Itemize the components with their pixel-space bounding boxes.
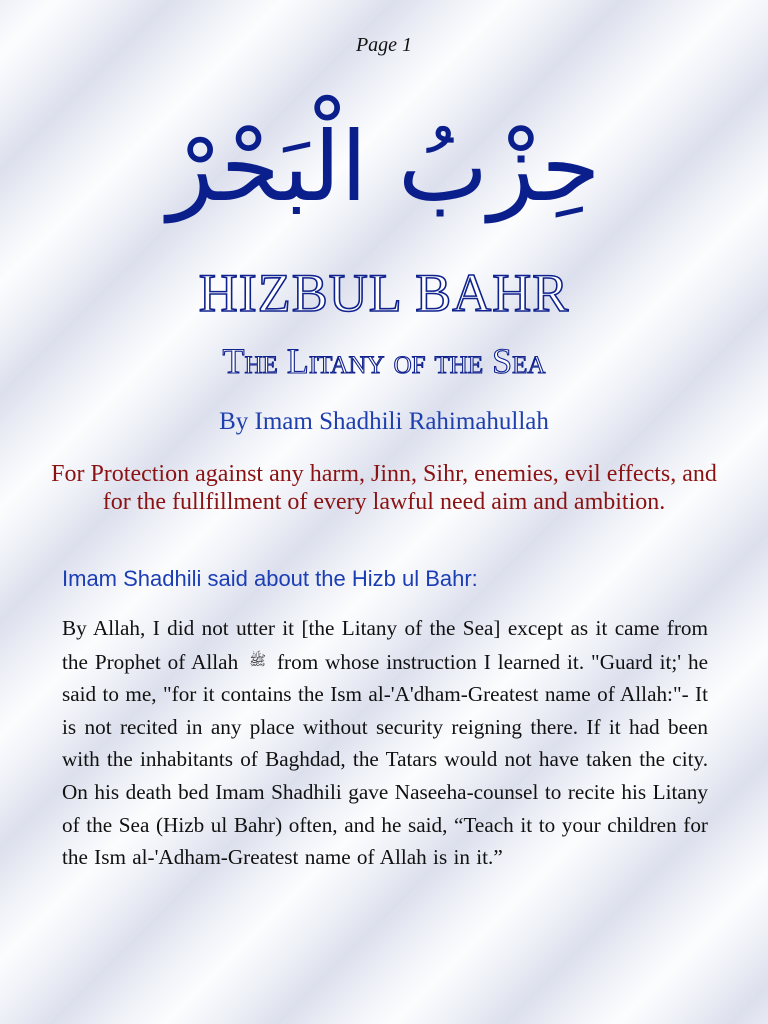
quote-text-part-2: from whose instruction I learned it. "Guard it;' he said to me, "for it contains the Ism al-'A'dham-Greatest name of Allah:"- It is not recited in any place without security reigning there. If it had been with the inhabitants of Baghdad, the Tatars would not have taken the city. On his death bed Imam Shadhili gave Naseeha-counsel to recite his Litany of the Sea (Hizb ul Bahr) often, and he said, “Teach it to your children for the Ism al-'Adham-Greatest name of Allah is in it.” xyxy=(62,649,709,870)
section-heading: Imam Shadhili said about the Hizb ul Bahr: xyxy=(62,566,478,591)
purpose-statement: For Protection against any harm, Jinn, Sihr, enemies, evil effects, and for the fullfillment of every lawful need aim and ambition. xyxy=(51,461,717,515)
arabic-title: حِزْبُ الْبَحْرْ xyxy=(167,111,601,223)
page-number: Page 1 xyxy=(355,34,413,56)
quote-text-part-1: By Allah, I did not utter it [the Litany of the Sea] except as it came from the Prophet of Allah xyxy=(62,616,708,674)
salawat-honorific-icon: ﷺ xyxy=(249,652,267,669)
author-line: By Imam Shadhili Rahimahullah xyxy=(219,408,549,435)
subtitle: The Litany of the Sea xyxy=(222,341,546,381)
quote-paragraph xyxy=(62,612,708,874)
main-title: HIZBUL BAHR xyxy=(198,263,570,323)
